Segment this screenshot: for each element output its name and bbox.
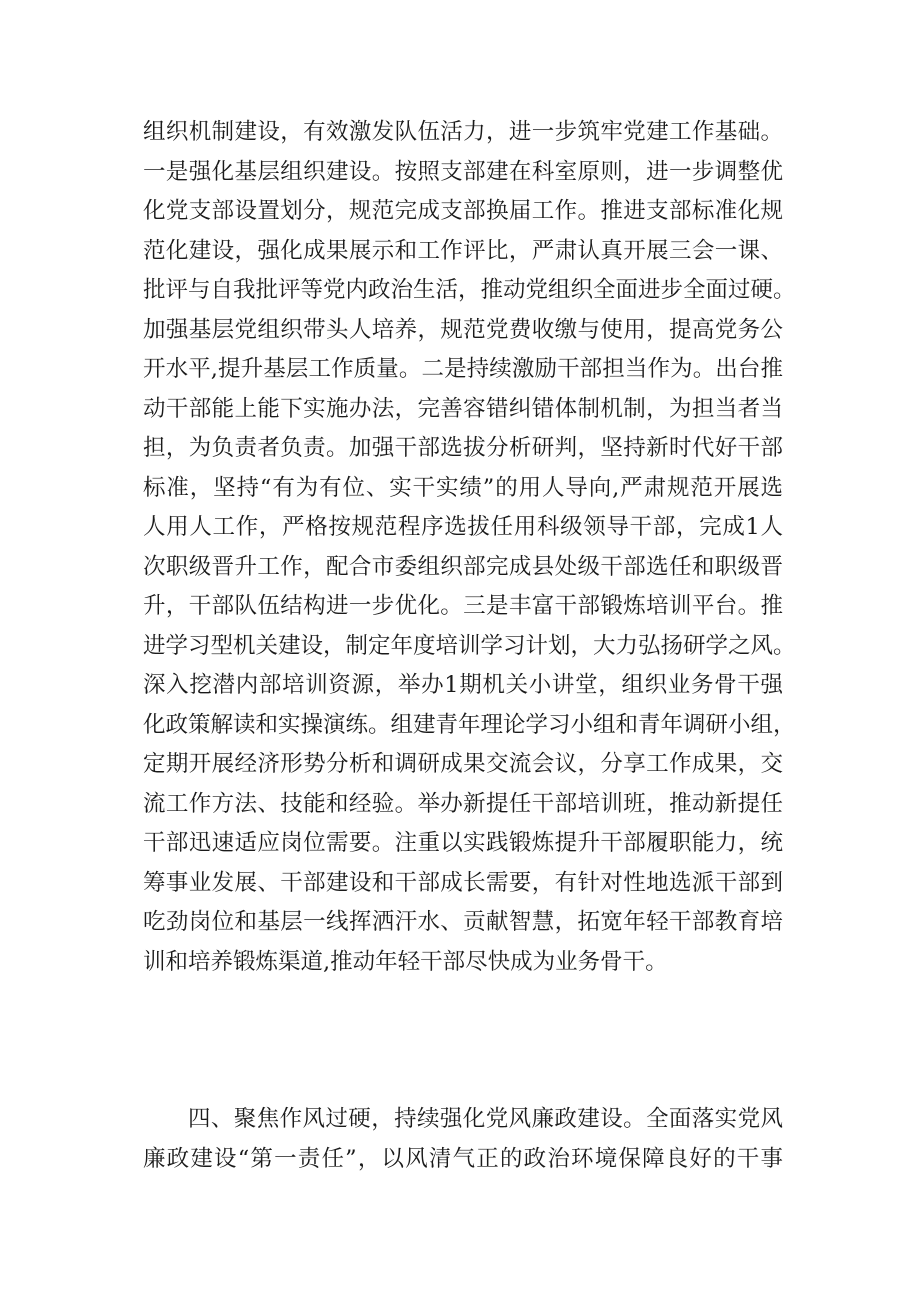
text-line: 化政策解读和实操演练。组建青年理论学习小组和青年调研小组， [143, 711, 796, 738]
text-line: 化党支部设置划分，规范完成支部换届工作。推进支部标准化规 [143, 198, 783, 224]
text-line: 批评与自我批评等党内政治生活，推动党组织全面进步全面过硬。 [143, 277, 796, 303]
text-line: 加强基层党组织带头人培养，规范党费收缴与使用，提高党务公 [143, 316, 783, 343]
text-line: 四、聚焦作风过硬，持续强化党风廉政建设。全面落实党风 [188, 1106, 783, 1132]
text-line: 标准，坚持“有为有位、实干实绩”的用人导向,严肃规范开展选 [143, 474, 783, 501]
text-line: 廉政建设“第一责任”，以风清气正的政治环境保障良好的干事 [143, 1145, 783, 1172]
paragraph-section-four [143, 1100, 783, 1179]
text-line: 深入挖潜内部培训资源，举办1期机关小讲堂，组织业务骨干强 [143, 672, 783, 698]
text-line: 担，为负责者负责。加强干部选拔分析研判，坚持新时代好干部 [143, 435, 783, 461]
text-line: 开水平,提升基层工作质量。二是持续激励干部担当作为。出台推 [143, 356, 783, 382]
text-line: 组织机制建设，有效激发队伍活力，进一步筑牢党建工作基础。 [143, 119, 783, 145]
text-line: 筹事业发展、干部建设和干部成长需要，有针对性地选派干部到 [143, 869, 783, 896]
text-line: 范化建设，强化成果展示和工作评比，严肃认真开展三会一课、 [143, 237, 783, 264]
text-line: 流工作方法、技能和经验。举办新提任干部培训班，推动新提任 [143, 790, 783, 817]
text-line: 升，干部队伍结构进一步优化。三是丰富干部锻炼培训平台。推 [143, 593, 783, 619]
text-line: 次职级晋升工作，配合市委组织部完成县处级干部选任和职级晋 [143, 553, 783, 580]
text-line: 干部迅速适应岗位需要。注重以实践锻炼提升干部履职能力，统 [143, 830, 783, 856]
text-line: 定期开展经济形势分析和调研成果交流会议，分享工作成果，交 [143, 751, 783, 777]
text-line: 进学习型机关建设，制定年度培训学习计划，大力弘扬研学之风。 [143, 632, 796, 659]
text-line: 吃劲岗位和基层一线挥洒汗水、贡献智慧，拓宽年轻干部教育培 [143, 909, 783, 935]
text-line: 训和培养锻炼渠道,推动年轻干部尽快成为业务骨干。 [143, 948, 668, 975]
text-line: 动干部能上能下实施办法，完善容错纠错体制机制，为担当者当 [143, 395, 783, 422]
text-line: 一是强化基层组织建设。按照支部建在科室原则，进一步调整优 [143, 158, 783, 185]
paragraph-party-building [143, 113, 796, 982]
text-line: 人用人工作，严格按规范程序选拔任用科级领导干部，完成1人 [143, 514, 783, 540]
